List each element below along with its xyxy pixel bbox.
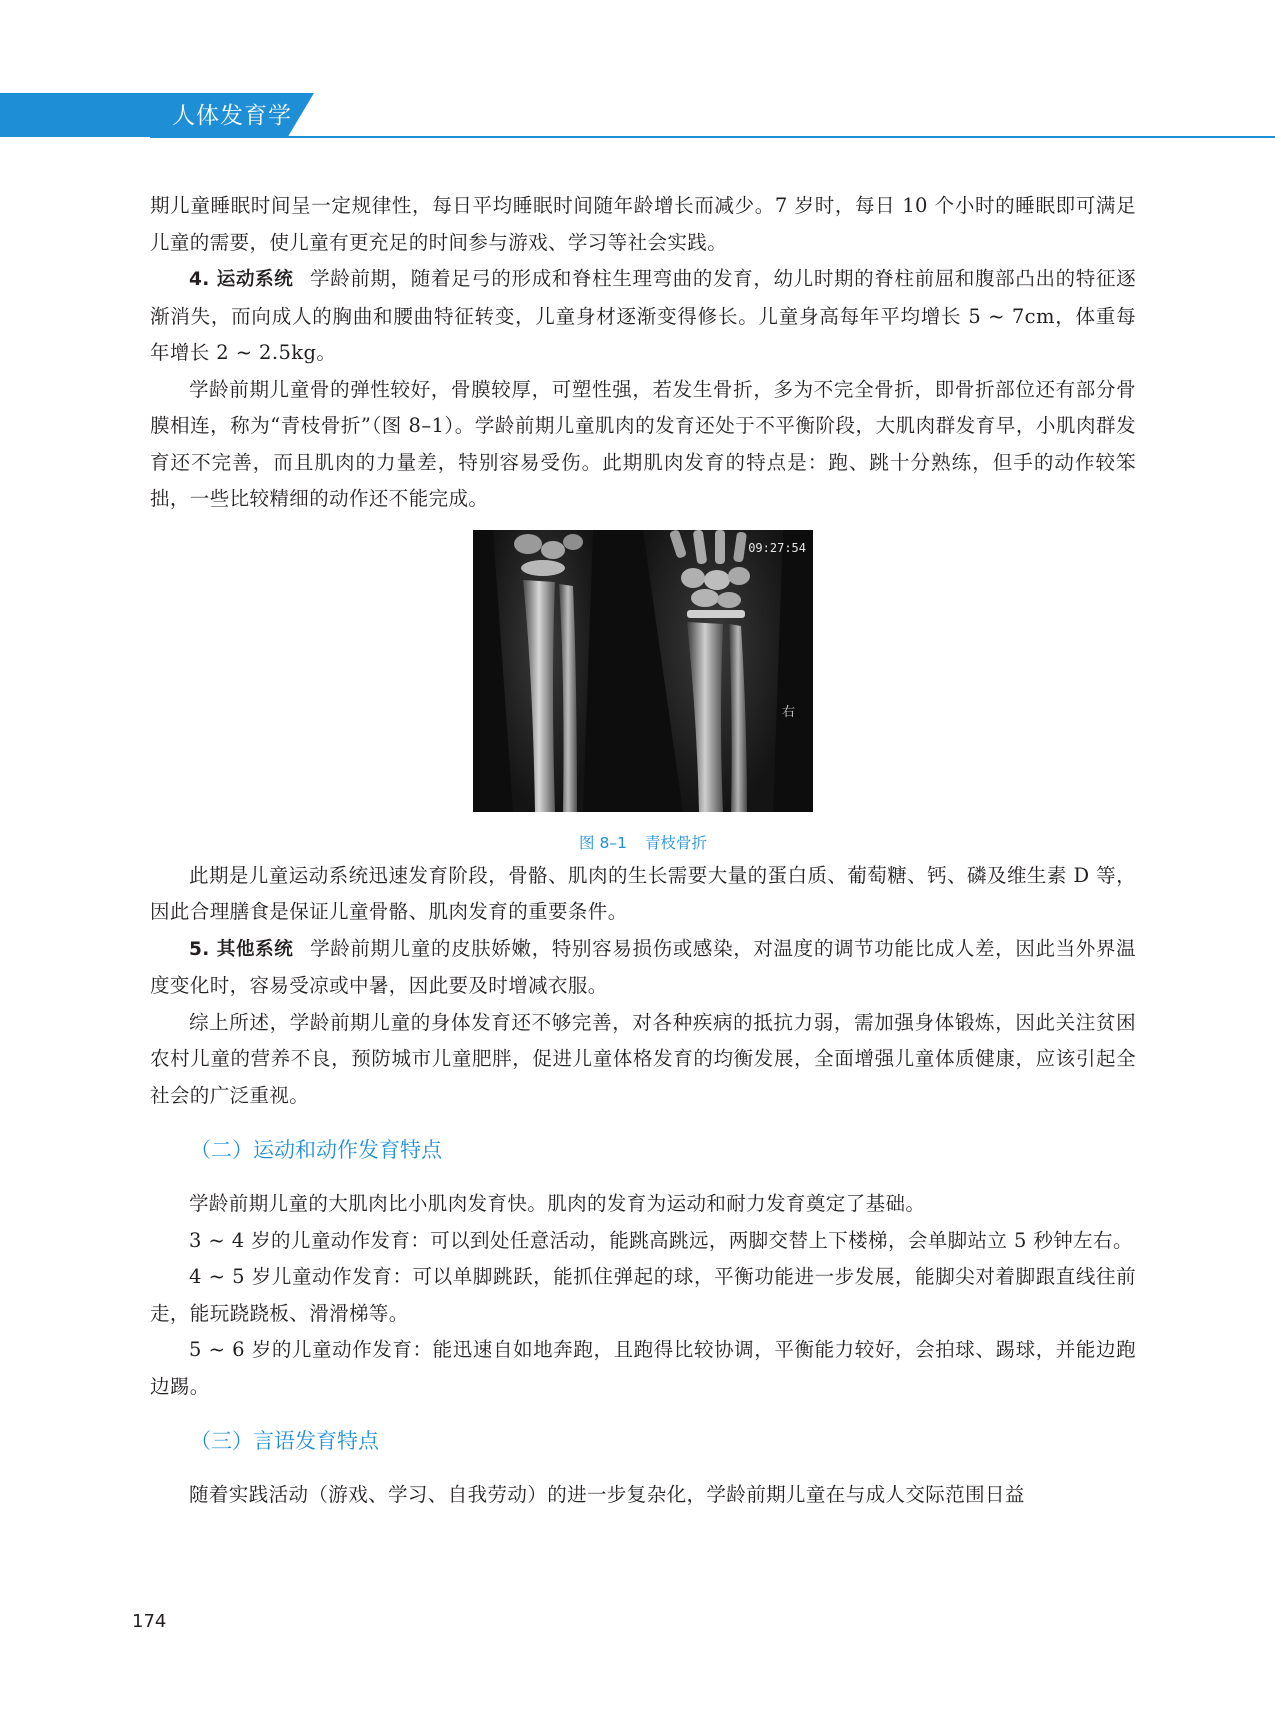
section-heading-language-development: （三）言语发育特点 xyxy=(190,1429,379,1453)
paragraph-nutrition: 此期是儿童运动系统迅速发育阶段，骨骼、肌肉的生长需要大量的蛋白质、葡萄糖、钙、磷及维生素 D 等，因此合理膳食是保证儿童骨骼、肌肉发育的重要条件。 xyxy=(150,863,1136,923)
paragraph-motor-system: 4. 运动系统 学龄前期，随着足弓的形成和脊柱生理弯曲的发育，幼儿时期的脊柱前屈和腹部凸出的特征逐渐消失，而向成人的胸曲和腰曲特征转变，儿童身材逐渐变得修长。儿童身高每年平均增长 5 ~ 7cm，体重每年增长 2 ~ 2.5kg。 xyxy=(150,267,1136,364)
header-color-bar xyxy=(0,93,150,137)
header-rule xyxy=(150,136,1275,138)
page-content xyxy=(150,188,1136,1514)
paragraph-lead: 5. 其他系统 xyxy=(189,938,294,960)
book-title: 人体发育学 xyxy=(172,103,292,129)
paragraph: 5 ~ 6 岁的儿童动作发育：能迅速自如地奔跑，且跑得比较协调，平衡能力较好，会拍球、踢球，并能边跑边踢。 xyxy=(150,1338,1136,1398)
figure-caption xyxy=(150,828,1136,858)
paragraph-bone-elasticity: 学龄前期儿童骨的弹性较好，骨膜较厚，可塑性强，若发生骨折，多为不完全骨折，即骨折部位还有部分骨膜相连，称为“青枝骨折”（图 8–1）。学龄前期儿童肌肉的发育还处于不平衡阶段，大肌肉群发育早，小肌肉群发育还不完善，而且肌肉的力量差，特别容易受伤。此期肌肉发育的特点是：跑、跳十分熟练，但手的动作较笨拙，一些比较精细的动作还不能完成。 xyxy=(150,377,1136,510)
xray-side-marker: 右 xyxy=(781,704,795,720)
paragraph-lead: 4. 运动系统 xyxy=(189,269,294,290)
section-heading-motor-development: （二）运动和动作发育特点 xyxy=(190,1138,442,1162)
figure-number: 图 8–1 xyxy=(579,833,627,852)
paragraph-summary: 综上所述，学龄前期儿童的身体发育还不够完善，对各种疾病的抵抗力弱，需加强身体锻炼，因此关注贫困农村儿童的营养不良，预防城市儿童肥胖，促进儿童体格发育的均衡发展，全面增强儿童体质健康，应该引起全社会的广泛重视。 xyxy=(150,1010,1136,1107)
paragraph-other-systems: 5. 其他系统 学龄前期儿童的皮肤娇嫩，特别容易损伤或感染，对温度的调节功能比成人差，因此当外界温度变化时，容易受凉或中暑，因此要及时增减衣服。 xyxy=(150,936,1136,997)
xray-image xyxy=(473,530,813,812)
page-number: 174 xyxy=(132,1611,167,1632)
paragraph: 随着实践活动（游戏、学习、自我劳动）的进一步复杂化，学龄前期儿童在与成人交际范围日益 xyxy=(189,1483,1025,1506)
paragraph: 学龄前期儿童的大肌肉比小肌肉发育快。肌肉的发育为运动和耐力发育奠定了基础。 xyxy=(189,1192,926,1215)
paragraph: 3 ~ 4 岁的儿童动作发育：可以到处任意活动，能跳高跳远，两脚交替上下楼梯，会单脚站立 5 秒钟左右。 xyxy=(189,1228,1133,1252)
paragraph-continued: 期儿童睡眠时间呈一定规律性，每日平均睡眠时间随年龄增长而减少。7 岁时，每日 10 个小时的睡眠即可满足儿童的需要，使儿童有更充足的时间参与游戏、学习等社会实践。 xyxy=(150,194,1136,254)
xray-timestamp: 09:27:54 xyxy=(748,540,806,555)
paragraph: 4 ~ 5 岁儿童动作发育：可以单脚跳跃，能抓住弹起的球，平衡功能进一步发展，能脚尖对着脚跟直线往前走，能玩跷跷板、滑滑梯等。 xyxy=(150,1265,1136,1325)
figure-8-1 xyxy=(150,530,1136,858)
figure-caption-text: 青枝骨折 xyxy=(644,833,707,852)
